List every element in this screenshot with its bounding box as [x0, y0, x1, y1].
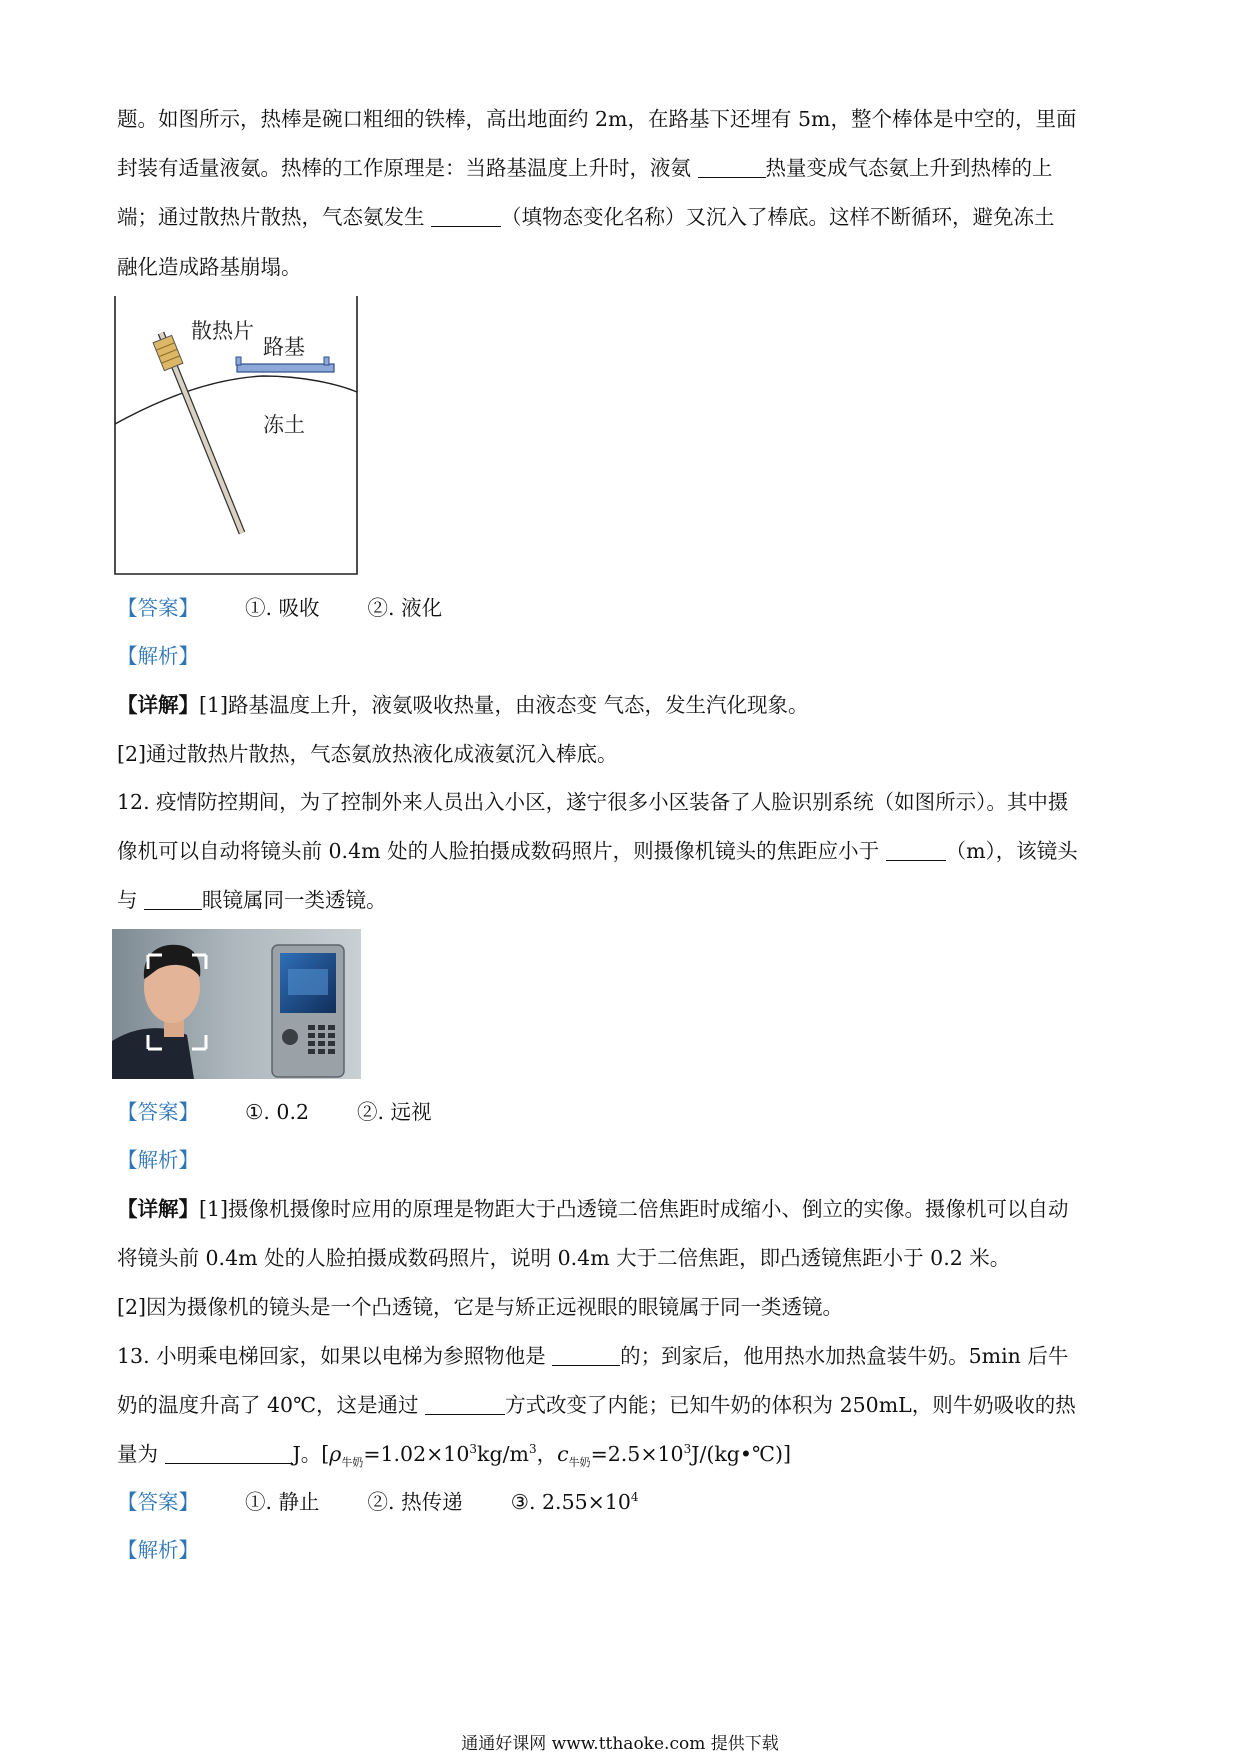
q12-detail: 将镜头前 0.4m 处的人脸拍摄成数码照片，说明 0.4m 大于二倍焦距，即凸透镜焦距小于 0.2 米。 [117, 1246, 1011, 1270]
answer-tag: 【答案】 [117, 1490, 199, 1514]
q12-text-line: 与 眼镜属同一类透镜。 [117, 888, 387, 912]
camera-lens [282, 1029, 298, 1045]
roadbed [237, 364, 334, 372]
q11-detail: 【详解】[1]路基温度上升，液氨吸收热量，由液态变 气态，发生汽化现象。 [117, 693, 809, 717]
answer-blank [886, 840, 946, 861]
q11-analysis-tag: 【解析】 [117, 644, 199, 668]
answer-item: ②. 远视 [357, 1100, 432, 1124]
q12-text-line: 12. 疫情防控期间，为了控制外来人员出入小区，遂宁很多小区装备了人脸识别系统（如图所示）。其中摄 [117, 790, 1069, 814]
q12-detail: 【详解】[1]摄像机摄像时应用的原理是物距大于凸透镜二倍焦距时成缩小、倒立的实像。摄像机可以自动 [117, 1197, 1069, 1221]
q11-detail: [2]通过散热片散热，气态氨放热液化成液氨沉入棒底。 [117, 742, 618, 766]
answer-blank [431, 206, 501, 227]
q11-text-line: 题。如图所示，热棒是碗口粗细的铁棒，高出地面约 2m，在路基下还埋有 5m，整个棒体是中空的，里面 [117, 107, 1077, 131]
answer-item: ③. $2.55\times 10^4$ [510, 1490, 639, 1514]
label-permafrost: 冻土 [263, 413, 305, 437]
q11-text-line: 融化造成路基崩塌。 [117, 255, 302, 279]
page-footer: 通通好课网 www.tthaoke.com 提供下载 [461, 1734, 779, 1754]
label-roadbed: 路基 [263, 335, 305, 359]
answer-blank [425, 1394, 505, 1415]
q13-text-line: 量为 J。[$\rho_{牛奶}=1.02\times 10^3kg/m^3$，$c_{牛奶}=2.5\times 10^3J/(kg•℃)$] [117, 1442, 791, 1470]
answer-item: ②. 热传递 [367, 1490, 463, 1514]
answer-item: ②. 液化 [367, 596, 443, 620]
ground-curve [115, 376, 357, 424]
answer-blank [698, 157, 766, 178]
q13-answer-row [117, 1487, 1127, 1517]
answer-blank [552, 1345, 620, 1366]
q12-detail: [2]因为摄像机的镜头是一个凸透镜，它是与矫正远视眼的眼镜属于同一类透镜。 [117, 1295, 844, 1319]
q13-text-line: 奶的温度升高了 40℃，这是通过 方式改变了内能；已知牛奶的体积为 250mL，则牛奶吸收的热 [117, 1393, 1076, 1417]
q11-answer-row [117, 593, 1127, 623]
heat-fins [153, 335, 183, 370]
answer-blank [165, 1443, 293, 1464]
q11-text-line: 端；通过散热片散热，气态氨发生 （填物态变化名称）又沉入了棒底。这样不断循环，避免冻土 [117, 205, 1055, 229]
answer-item: ①. 吸收 [245, 596, 320, 620]
answer-item: ①. 0.2 [245, 1100, 310, 1124]
q12-analysis-tag: 【解析】 [117, 1148, 199, 1172]
answer-tag: 【答案】 [117, 596, 199, 620]
heat-rod-diagram [113, 296, 360, 576]
answer-item: ①. 静止 [245, 1490, 320, 1514]
q11-text-line: 封装有适量液氨。热棒的工作原理是：当路基温度上升时，液氨 热量变成气态氨上升到热棒的上 [117, 156, 1053, 180]
answer-tag: 【答案】 [117, 1100, 199, 1124]
label-fins: 散热片 [191, 319, 254, 343]
q12-text-line: 像机可以自动将镜头前 0.4m 处的人脸拍摄成数码照片，则摄像机镜头的焦距应小于 （m），该镜头 [117, 839, 1078, 863]
q13-text-line: 13. 小明乘电梯回家，如果以电梯为参照物他是 的；到家后，他用热水加热盒装牛奶。5min 后牛 [117, 1344, 1069, 1368]
face-recognition-photo [112, 929, 361, 1079]
answer-blank [144, 889, 202, 910]
q13-analysis-tag: 【解析】 [117, 1538, 199, 1562]
q12-answer-row [117, 1097, 1127, 1127]
